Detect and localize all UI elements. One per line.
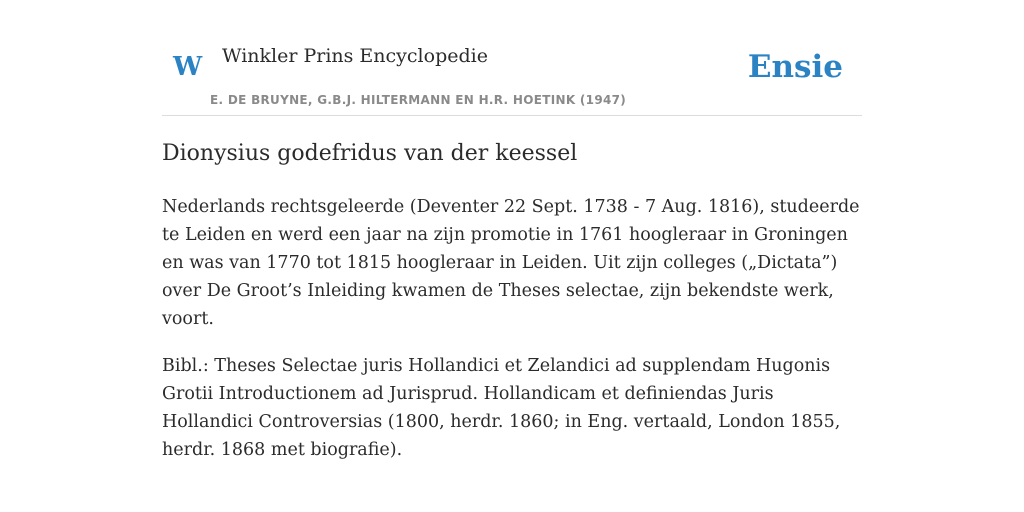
entry-paragraph-biography: Nederlands rechtsgeleerde (Deventer 22 Sept. 1738 - 7 Aug. 1816), studeerde te Leiden en werd een jaar na zijn promotie in 1761 hoogleraar in Groningen en was van 1770 tot 1815 hoogleraar in Leiden. Uit zijn colleges („Dictata”) over De Groot’s Inleiding kwamen de Theses selectae, zijn bekendste werk, voort. <box>162 196 860 329</box>
source-title[interactable]: Winkler Prins Encyclopedie <box>222 45 488 67</box>
entry-paragraph-bibliography: Bibl.: Theses Selectae juris Hollandici et Zelandici ad supplendam Hugonis Grotii Introductionem ad Jurisprud. Hollandicam et definiendas Juris Hollandici Controversias (1800, herdr. 1860; in Eng. vertaald, London 1855, herdr. 1868 met biografie). <box>162 355 841 460</box>
encyclopedia-entry-page <box>162 0 862 464</box>
entry-title: Dionysius godefridus van der keessel <box>162 141 578 166</box>
winkler-prins-logo[interactable]: W <box>173 52 203 82</box>
source-header <box>162 38 862 116</box>
ensie-logo[interactable]: Ensie <box>747 49 843 85</box>
source-authors: E. DE BRUYNE, G.B.J. HILTERMANN EN H.R. HOETINK (1947) <box>210 93 627 107</box>
